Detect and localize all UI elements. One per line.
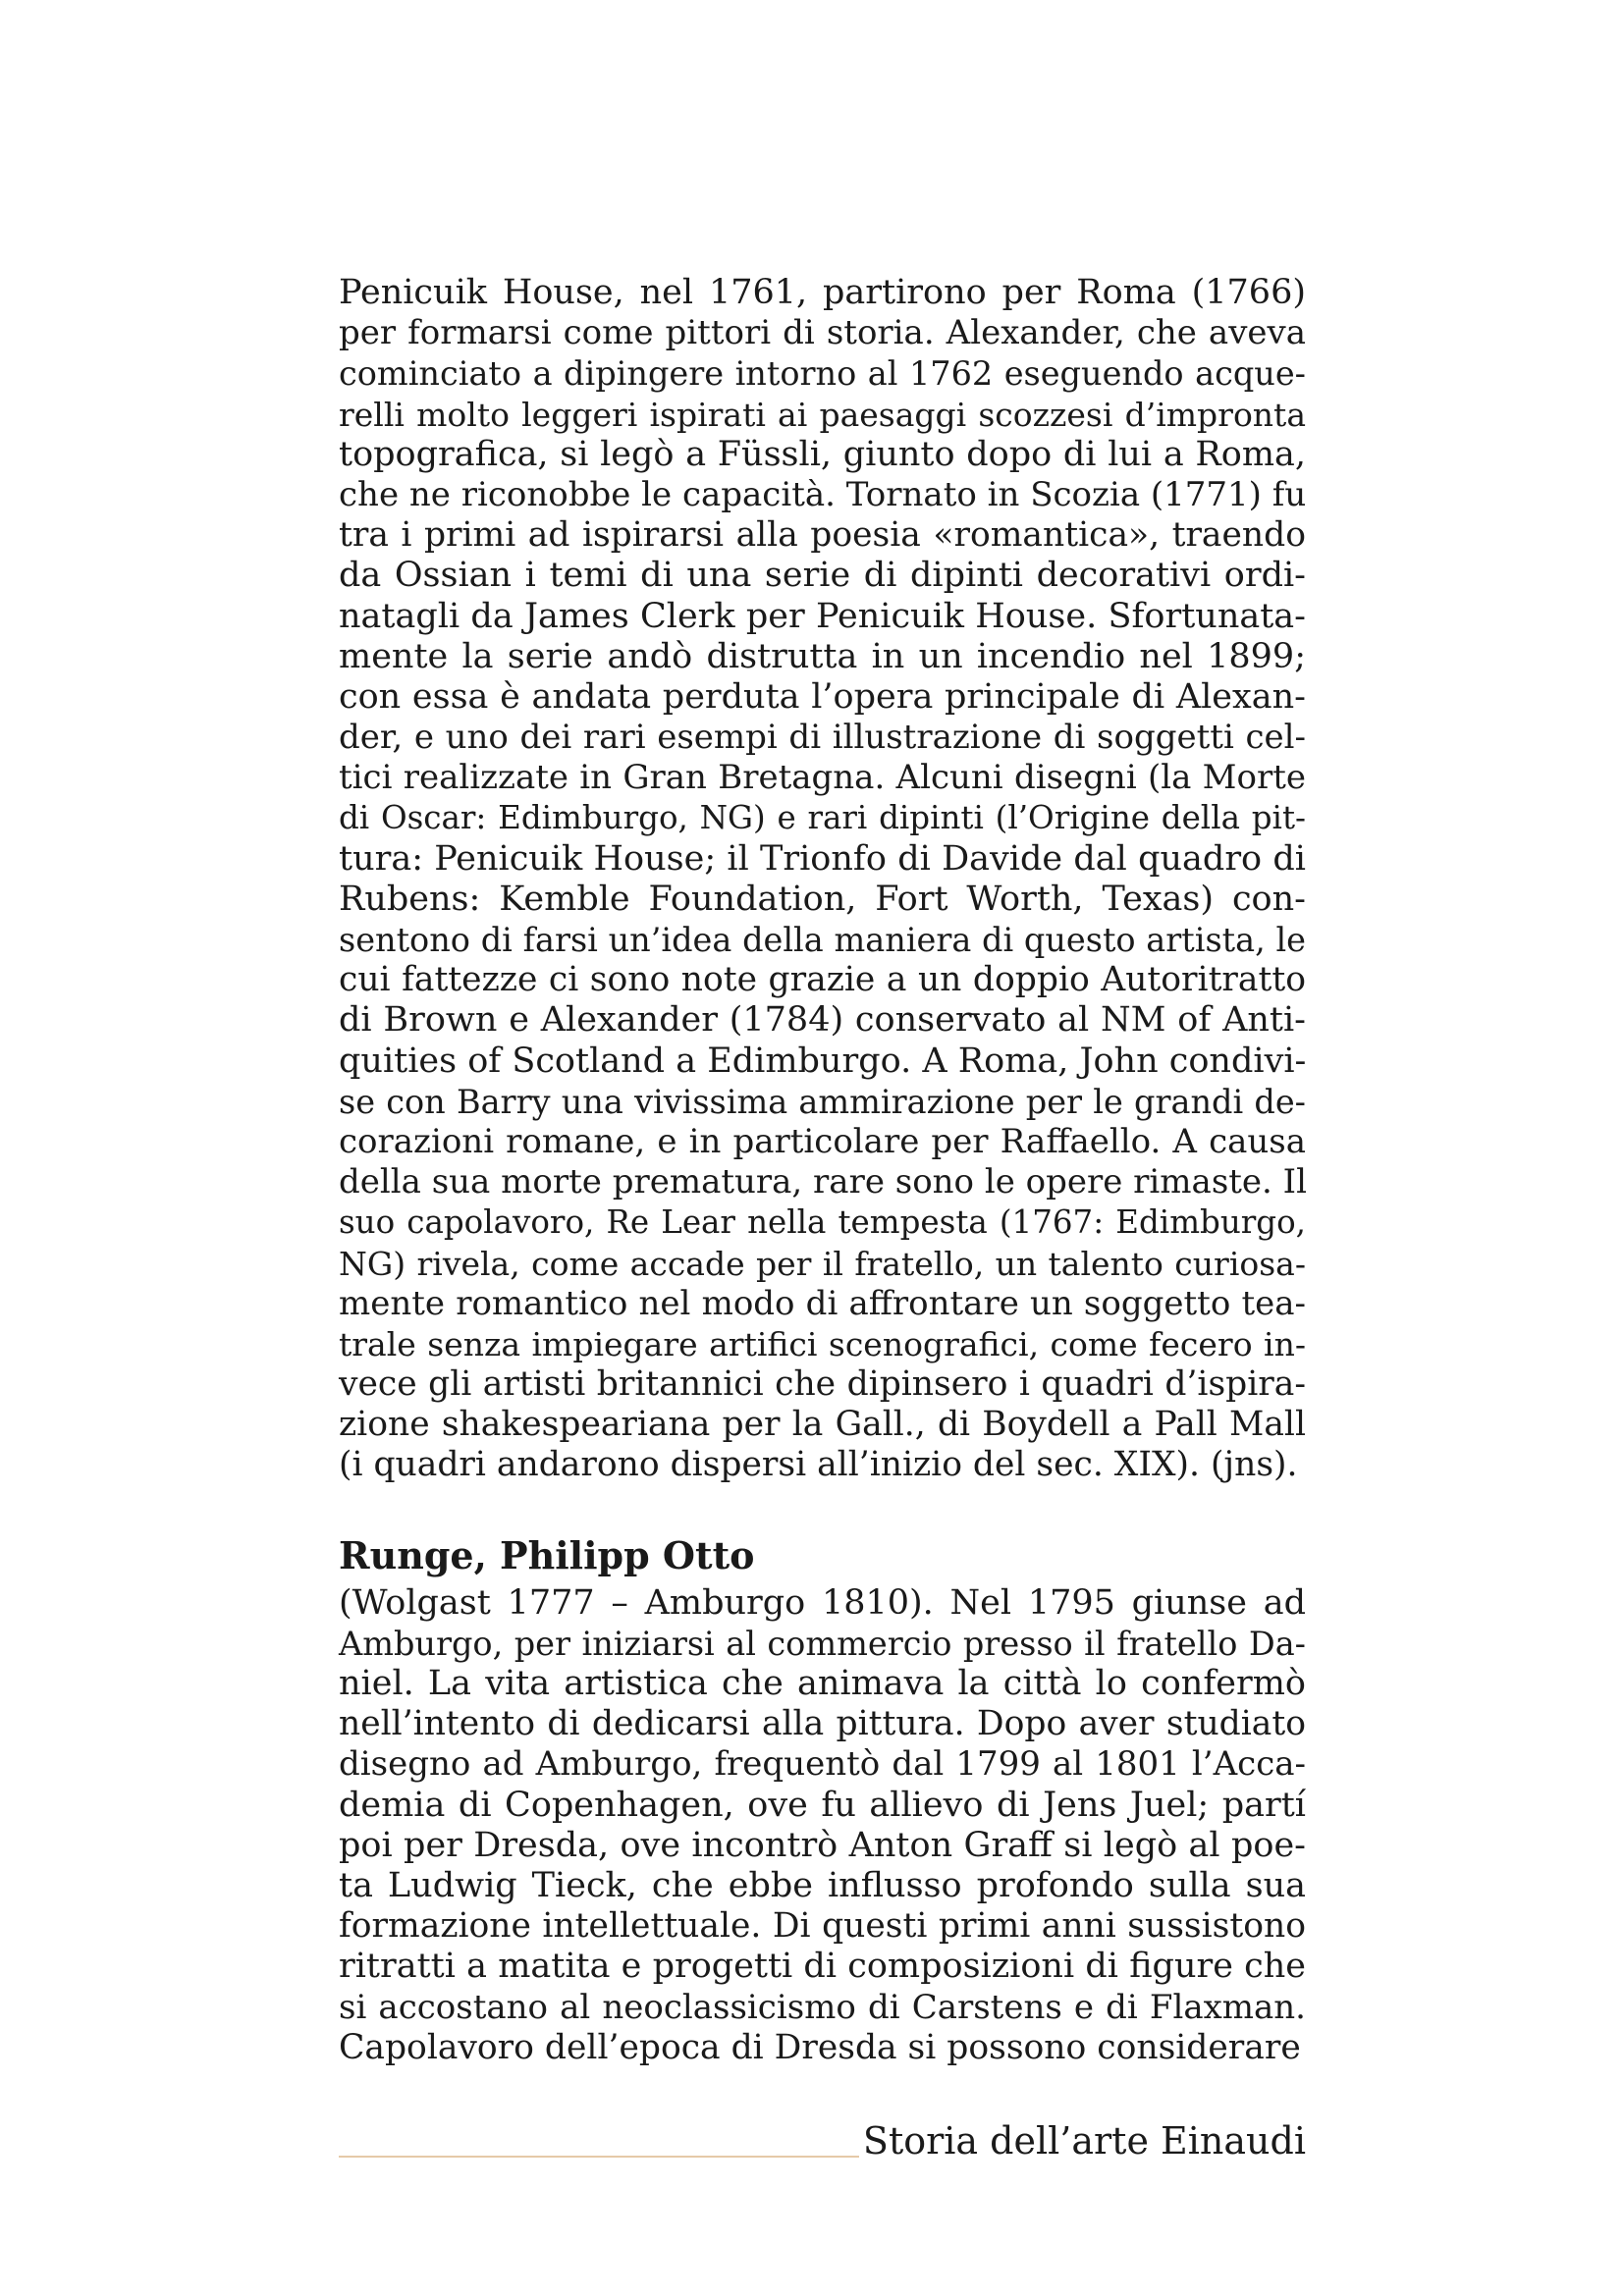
text-line: Penicuik House, nel 1761, partirono per Roma (1766) — [339, 273, 1306, 312]
text-line: Capolavoro dell’epoca di Dresda si possono considerare — [339, 2027, 1301, 2067]
text-line: quities of Scotland a Edimburgo. A Roma, John condivi- — [339, 1041, 1307, 1081]
text-line: mente romantico nel modo di affrontare un soggetto tea- — [339, 1283, 1306, 1323]
text-line: topografica, si legò a Füssli, giunto dopo di lui a Roma, — [339, 434, 1306, 474]
entry-alexander-continued — [339, 273, 1306, 1486]
text-line: cominciato a dipingere intorno al 1762 eseguendo acque- — [339, 354, 1306, 394]
text-line: mente la serie andò distrutta in un incendio nel 1899; — [339, 636, 1306, 676]
text-line: niel. La vita artistica che animava la città lo confermò — [339, 1664, 1306, 1703]
footer-rule — [339, 2156, 859, 2158]
entry-runge — [339, 1583, 1306, 2068]
text-line: demia di Copenhagen, ove fu allievo di Jens Juel; partí — [339, 1785, 1306, 1825]
text-line: Rubens: Kemble Foundation, Fort Worth, Texas) con- — [339, 879, 1306, 919]
text-line: cui fattezze ci sono note grazie a un doppio Autoritratto — [339, 960, 1306, 1000]
text-line: der, e uno dei rari esempi di illustrazione di soggetti cel- — [339, 718, 1306, 758]
text-line: (i quadri andarono dispersi all’inizio del sec. XIX). (jns). — [339, 1445, 1298, 1485]
text-line: con essa è andata perduta l’opera principale di Alexan- — [339, 676, 1306, 717]
text-line: corazioni romane, e in particolare per Raffaello. A causa — [339, 1121, 1306, 1161]
text-line: di Brown e Alexander (1784) conservato al NM of Anti- — [339, 1000, 1306, 1041]
text-line: ta Ludwig Tieck, che ebbe influsso profondo sulla sua — [339, 1865, 1306, 1905]
text-line: se con Barry una vivissima ammirazione per le grandi de- — [339, 1082, 1306, 1121]
text-line: tici realizzate in Gran Bretagna. Alcuni disegni (la Morte — [339, 758, 1306, 798]
text-line: della sua morte prematura, rare sono le opere rimaste. Il — [339, 1162, 1307, 1202]
text-line: Amburgo, per iniziarsi al commercio presso il fratello Da- — [339, 1624, 1306, 1663]
text-line: che ne riconobbe le capacità. Tornato in Scozia (1771) fu — [339, 474, 1307, 514]
text-line: tura: Penicuik House; il Trionfo di Davide dal quadro di — [339, 838, 1306, 879]
text-line: tra i primi ad ispirarsi alla poesia «romantica», traendo — [339, 515, 1306, 556]
text-line: NG) rivela, come accade per il fratello, un talento curiosa- — [339, 1244, 1306, 1283]
text-line: di Oscar: Edimburgo, NG) e rari dipinti (l’Origine della pit- — [339, 799, 1306, 837]
text-line: si accostano al neoclassicismo di Carstens e di Flaxman. — [339, 1987, 1306, 2027]
text-line: sentono di farsi un’idea della maniera di questo artista, le — [339, 921, 1306, 959]
text-line: natagli da James Clerk per Penicuik House. Sfortunata- — [339, 596, 1306, 636]
text-line: zione shakespeariana per la Gall., di Boydell a Pall Mall — [339, 1405, 1306, 1445]
text-line: ritratti a matita e progetti di composizioni di figure che — [339, 1947, 1306, 1987]
text-line: disegno ad Amburgo, frequentò dal 1799 al 1801 l’Acca- — [339, 1744, 1306, 1785]
text-line: (Wolgast 1777 – Amburgo 1810). Nel 1795 giunse ad — [339, 1582, 1306, 1623]
text-line: suo capolavoro, Re Lear nella tempesta (1767: Edimburgo, — [339, 1203, 1306, 1242]
text-line: vece gli artisti britannici che dipinsero i quadri d’ispira- — [339, 1364, 1306, 1405]
text-line: formazione intellettuale. Di questi primi anni sussistono — [339, 1906, 1306, 1947]
page-body — [339, 273, 1306, 2068]
entry-heading: Runge, Philipp Otto — [339, 1532, 755, 1577]
text-line: da Ossian i temi di una serie di dipinti decorativi ordi- — [339, 556, 1306, 596]
text-line: nell’intento di dedicarsi alla pittura. Dopo aver studiato — [339, 1704, 1306, 1744]
footer-title: Storia dell’arte Einaudi — [862, 2119, 1306, 2163]
text-line: trale senza impiegare artifici scenografici, come fecero in- — [339, 1324, 1306, 1363]
text-line: per formarsi come pittori di storia. Alexander, che aveva — [339, 313, 1306, 353]
page-footer — [339, 2116, 1306, 2165]
text-line: relli molto leggeri ispirati ai paesaggi scozzesi d’impronta — [339, 395, 1306, 434]
text-line: poi per Dresda, ove incontrò Anton Graff si legò al poe- — [339, 1825, 1306, 1865]
